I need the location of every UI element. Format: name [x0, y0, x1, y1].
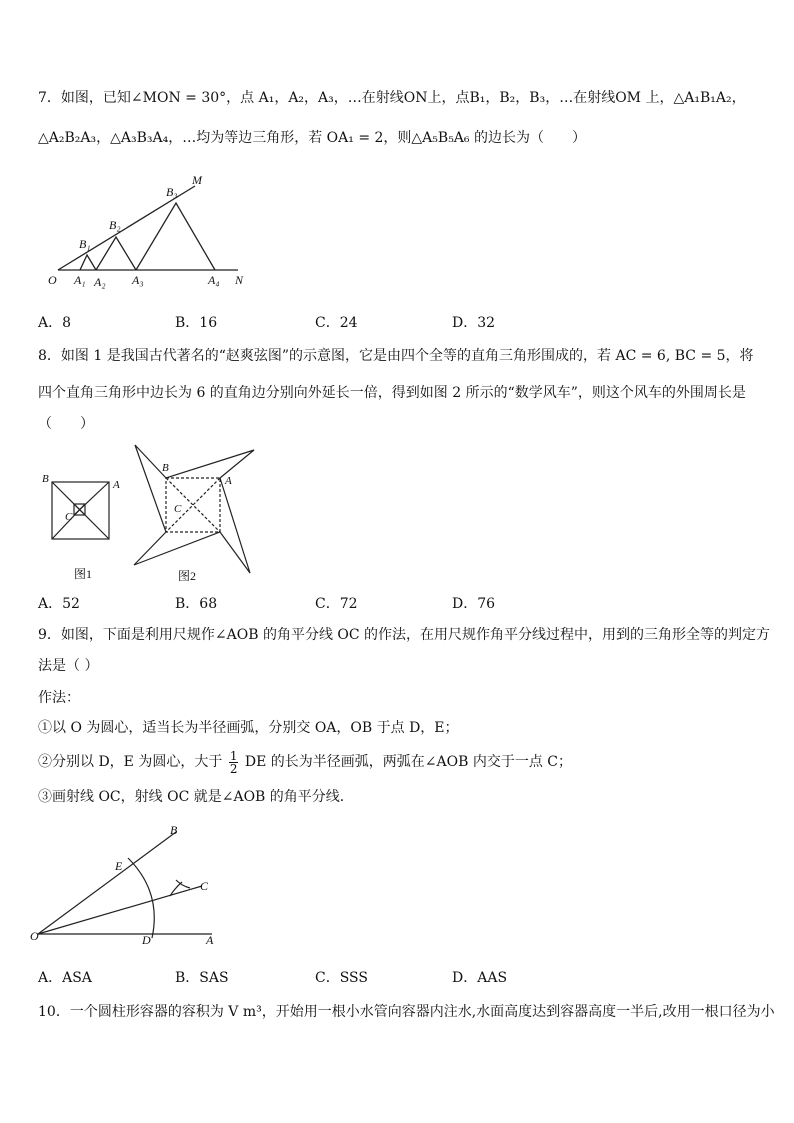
q9-figure — [30, 818, 230, 950]
ray-oc — [38, 886, 202, 934]
q7-text-line2: △A₂B₂A₃，△A₃B₃A₄，…均为等边三角形，若 OA₁ = 2，则△A₅B₅A₆ 的边长为（ ） — [38, 130, 586, 146]
label-a3: A₃ — [132, 273, 144, 287]
q10-text-line1: 10．一个圆柱形容器的容积为 V m³，开始用一根小水管向容器内注水,水面高度达到容器高度一半后,改用一根口径为小 — [38, 1004, 775, 1020]
triangle-2 — [96, 237, 136, 270]
label-a4: A₄ — [208, 273, 220, 287]
label-b: B — [170, 823, 178, 837]
label-b3: B₃ — [166, 185, 178, 199]
triangle-3 — [136, 203, 215, 270]
q9-option-b[interactable]: B．SAS — [175, 970, 229, 986]
q7-figure — [40, 170, 270, 292]
triangle-1 — [80, 255, 96, 270]
q7-option-d[interactable]: D．32 — [452, 315, 496, 331]
q9-text-line2: 法是（ ） — [38, 658, 99, 674]
q8-text-line3: （ ） — [38, 416, 94, 432]
q8-figure-1 — [38, 466, 128, 586]
q8-figure-2 — [128, 440, 263, 586]
q8-text-line1: 8．如图 1 是我国古代著名的“赵爽弦图”的示意图，它是由四个全等的直角三角形围成的，若 AC = 6, BC = 5，将 — [38, 348, 754, 364]
q9-step2-pre: ②分别以 D，E 为圆心，大于 — [38, 754, 223, 770]
q7-option-b[interactable]: B．16 — [175, 315, 218, 331]
label-o: O — [30, 929, 39, 943]
arc-c-small-2 — [176, 880, 190, 888]
q9-step3: ③画射线 OC，射线 OC 就是∠AOB 的角平分线． — [38, 789, 354, 805]
q9-method-title: 作法： — [38, 690, 80, 706]
fraction-numerator: 1 — [229, 748, 238, 763]
q9-option-a[interactable]: A．ASA — [38, 970, 92, 986]
fig1-label-b: B — [42, 473, 49, 485]
fig2-label-b: B — [162, 462, 169, 474]
q8-option-a[interactable]: A．52 — [38, 596, 80, 612]
label-d: D — [142, 933, 151, 947]
fraction-half — [229, 750, 239, 775]
fig1-caption: 图1 — [74, 567, 93, 581]
q7-option-c[interactable]: C．24 — [315, 315, 358, 331]
fig2-label-a: A — [225, 475, 232, 487]
q9-option-c[interactable]: C．SSS — [315, 970, 368, 986]
q7-text-line1: 7．如图，已知∠MON = 30°，点 A₁，A₂，A₃，…在射线ON上，点B₁，B₂，B₃，…在射线OM 上，△A₁B₁A₂， — [38, 90, 746, 106]
q9-step1: ①以 O 为圆心，适当长为半径画弧，分别交 OA，OB 于点 D，E； — [38, 720, 459, 736]
windmill-outline — [134, 445, 254, 573]
q9-step2 — [38, 748, 572, 776]
fraction-denominator: 2 — [229, 761, 238, 776]
label-m: M — [192, 173, 202, 187]
q8-text-line2: 四个直角三角形中边长为 6 的直角边分别向外延长一倍，得到如图 2 所示的“数学风车”，则这个风车的外围周长是 — [38, 385, 746, 401]
arc-de — [128, 858, 154, 938]
q8-option-d[interactable]: D．76 — [452, 596, 496, 612]
label-c: C — [200, 879, 209, 893]
label-a: A — [206, 933, 214, 947]
q8-option-b[interactable]: B．68 — [175, 596, 218, 612]
fig1-label-c: C — [65, 511, 73, 523]
label-n: N — [235, 273, 244, 287]
label-o: O — [48, 273, 57, 287]
q9-step2-post: DE 的长为半径画弧，两弧在∠AOB 内交于一点 C； — [244, 754, 573, 770]
label-a1: A₁ — [74, 273, 86, 287]
q7-option-a[interactable]: A．8 — [38, 315, 72, 331]
fig1-label-a: A — [113, 479, 120, 491]
ray-ob — [38, 832, 176, 934]
q9-option-d[interactable]: D．AAS — [452, 970, 508, 986]
fig2-label-c: C — [174, 503, 182, 515]
label-a2: A₂ — [94, 275, 106, 289]
label-b1: B₁ — [79, 237, 91, 251]
label-b2: B₂ — [109, 218, 121, 232]
q8-option-c[interactable]: C．72 — [315, 596, 358, 612]
label-e: E — [115, 859, 123, 873]
q9-text-line1: 9．如图，下面是利用尺规作∠AOB 的角平分线 OC 的作法，在用尺规作角平分线过程中，用到的三角形全等的判定方 — [38, 627, 771, 643]
fig2-caption: 图2 — [178, 569, 197, 583]
